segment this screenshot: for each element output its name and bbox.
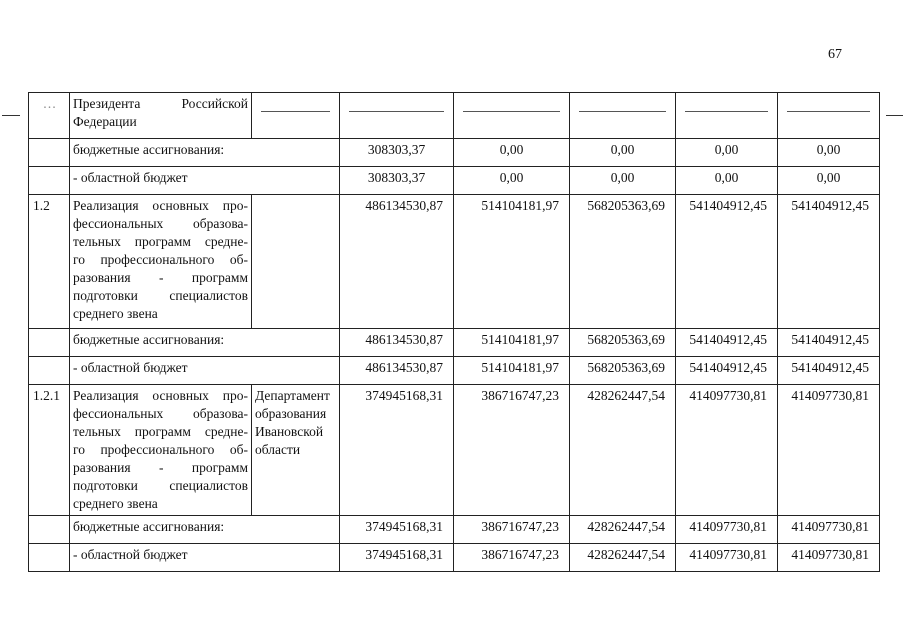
dash-cell [454,93,570,139]
amount-cell: 486134530,87 [340,329,454,357]
amount-cell: 374945168,31 [340,516,454,544]
name-line: го профессионального об- [73,442,248,457]
amount-cell: 514104181,97 [454,195,570,329]
amount-cell: 386716747,23 [454,544,570,572]
row-name [70,93,252,139]
amount-cell: 0,00 [778,139,880,167]
continued-row [29,93,880,139]
name-line: тельных программ средне- [73,234,248,249]
dash-cell [778,93,880,139]
amount-cell: 374945168,31 [340,544,454,572]
table-body [29,139,880,572]
dash-cell [676,93,778,139]
page-number: 67 [828,47,842,62]
budget-row [29,329,880,357]
dash-cell [252,93,340,139]
name-line: Реализация основных про- [73,198,248,213]
amount-cell: 308303,37 [340,139,454,167]
amount-cell: 414097730,81 [676,516,778,544]
amount-cell: 541404912,45 [778,357,880,385]
amount-cell: 541404912,45 [676,357,778,385]
executor [252,195,340,329]
amount-cell: 568205363,69 [570,357,676,385]
amount-cell: 568205363,69 [570,329,676,357]
right-edge-mark [886,115,903,116]
amount-cell: 414097730,81 [676,544,778,572]
amount-cell: 386716747,23 [454,516,570,544]
amount-cell: 414097730,81 [778,544,880,572]
program-name [70,195,252,329]
amount-cell: 568205363,69 [570,195,676,329]
amount-cell: 0,00 [454,167,570,195]
budget-row [29,544,880,572]
amount-cell: 541404912,45 [778,329,880,357]
row-code [29,329,70,357]
amount-cell: 0,00 [676,139,778,167]
amount-cell: 414097730,81 [778,516,880,544]
amount-cell: 414097730,81 [676,385,778,516]
budget-table [28,92,880,572]
budget-label: - областной бюджет [70,167,340,195]
program-row [29,385,880,516]
amount-cell: 0,00 [570,139,676,167]
budget-label: бюджетные ассигнования: [70,329,340,357]
amount-cell: 514104181,97 [454,357,570,385]
name-line: Реализация основных про- [73,388,248,403]
amount-cell: 0,00 [676,167,778,195]
amount-cell: 541404912,45 [676,329,778,357]
amount-cell: 486134530,87 [340,357,454,385]
amount-cell: 428262447,54 [570,385,676,516]
row-code: 1.2.1 [29,385,70,516]
dash-cell [340,93,454,139]
amount-cell: 308303,37 [340,167,454,195]
amount-cell: 386716747,23 [454,385,570,516]
budget-row [29,516,880,544]
amount-cell: 0,00 [570,167,676,195]
row-code: … [29,93,70,139]
row-code [29,357,70,385]
name-line: среднего звена [73,306,158,321]
name-line: Российской [181,96,248,111]
name-line: подготовки специалистов [73,478,248,493]
name-line: подготовки специалистов [73,288,248,303]
row-code [29,516,70,544]
row-code: 1.2 [29,195,70,329]
name-line: фессиональных образова- [73,406,248,421]
left-edge-mark [2,115,20,116]
executor-line: Департамент [255,388,330,403]
executor-line: области [255,442,301,457]
row-code [29,544,70,572]
budget-label: - областной бюджет [70,544,340,572]
name-line: Президента [73,96,141,111]
amount-cell: 374945168,31 [340,385,454,516]
name-line: Федерации [73,114,137,129]
budget-row [29,139,880,167]
name-line: среднего звена [73,496,158,511]
executor-line: образования [255,406,327,421]
amount-cell: 514104181,97 [454,329,570,357]
program-row [29,195,880,329]
amount-cell: 0,00 [454,139,570,167]
amount-cell: 486134530,87 [340,195,454,329]
budget-label: бюджетные ассигнования: [70,516,340,544]
name-line: го профессионального об- [73,252,248,267]
amount-cell: 541404912,45 [676,195,778,329]
program-name [70,385,252,516]
amount-cell: 0,00 [778,167,880,195]
amount-cell: 541404912,45 [778,195,880,329]
executor [252,385,340,516]
amount-cell: 414097730,81 [778,385,880,516]
budget-label: - областной бюджет [70,357,340,385]
name-line: фессиональных образова- [73,216,248,231]
budget-label: бюджетные ассигнования: [70,139,340,167]
row-code [29,167,70,195]
budget-row [29,167,880,195]
amount-cell: 428262447,54 [570,516,676,544]
budget-row [29,357,880,385]
executor-line: Ивановской [255,424,324,439]
dash-cell [570,93,676,139]
name-line: тельных программ средне- [73,424,248,439]
row-code [29,139,70,167]
name-line: разования - программ [73,270,248,285]
name-line: разования - программ [73,460,248,475]
amount-cell: 428262447,54 [570,544,676,572]
